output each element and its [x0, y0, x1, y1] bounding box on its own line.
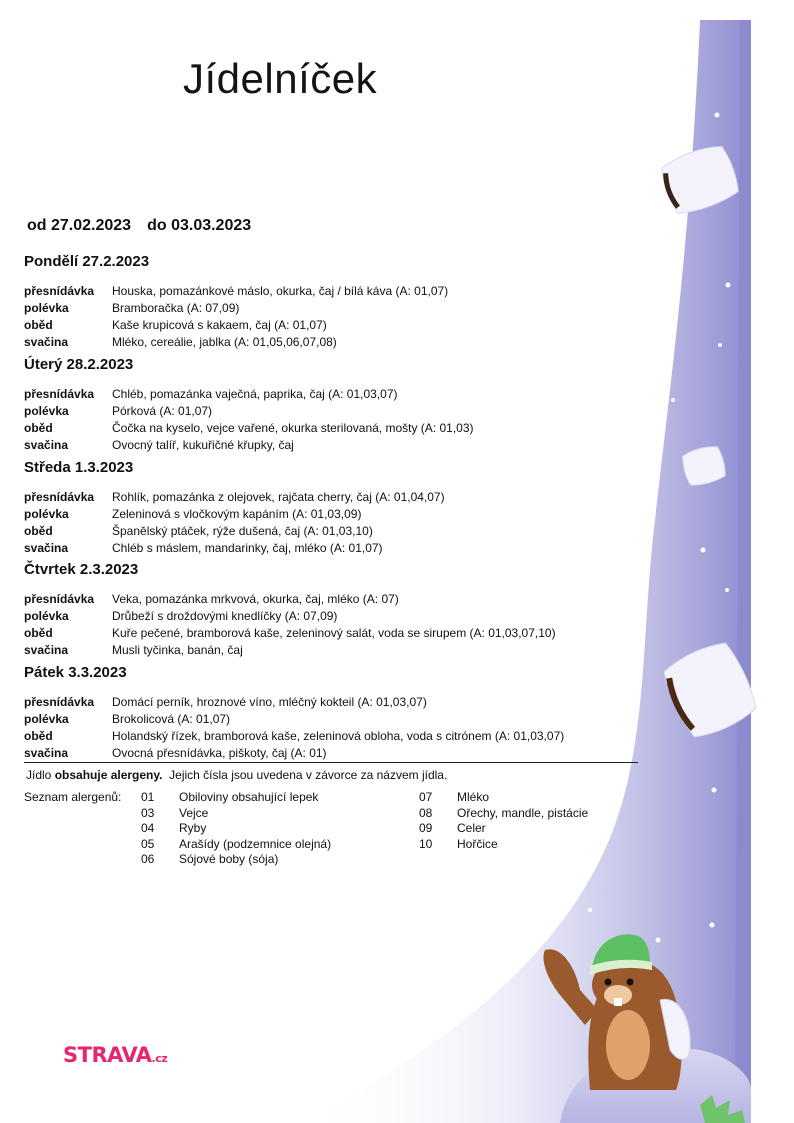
meal-row [24, 420, 474, 437]
allergen-number: 03 [141, 805, 155, 820]
day-section [24, 459, 445, 557]
allergen-name: Arašídy (podzemnice olejná) [179, 836, 332, 851]
meal-text: Mléko, cereálie, jablka (A: 01,05,06,07,08) [112, 335, 337, 349]
period-to: do 03.03.2023 [147, 217, 252, 234]
meal-text: Brokolicová (A: 01,07) [112, 712, 231, 726]
meal-row [24, 608, 556, 625]
allergen-number: 07 [419, 790, 433, 804]
menu-period [27, 217, 251, 235]
period-from: od 27.02.2023 [27, 217, 132, 234]
allergen-item [141, 790, 331, 806]
meal-row [24, 386, 474, 403]
meal-label: oběd [24, 318, 53, 332]
meal-text: Čočka na kyselo, vejce vařené, okurka sterilovaná, mošty (A: 01,03) [112, 421, 474, 435]
meal-text: Houska, pomazánkové máslo, okurka, čaj / bílá káva (A: 01,07) [112, 284, 449, 298]
day-section [24, 356, 474, 454]
meal-row [24, 300, 448, 317]
allergen-list-right [419, 790, 588, 852]
allergen-number: 05 [141, 836, 155, 851]
meal-row [24, 694, 564, 711]
meal-row [24, 489, 445, 506]
meal-label: přesnídávka [24, 490, 95, 504]
meal-text: Chléb, pomazánka vaječná, paprika, čaj (A: 01,03,07) [112, 387, 398, 401]
allergen-item [141, 852, 331, 868]
day-title: Středa 1.3.2023 [24, 459, 134, 476]
meal-text: Kaše krupicová s kakaem, čaj (A: 01,07) [112, 318, 327, 332]
divider [24, 762, 638, 763]
allergen-number: 04 [141, 821, 155, 835]
meal-row [24, 711, 564, 728]
meal-label: svačina [24, 541, 69, 555]
day-section [24, 664, 564, 762]
meal-row [24, 437, 474, 454]
meal-row [24, 625, 556, 642]
meal-row [24, 403, 474, 420]
meal-text: Rohlík, pomazánka z olejovek, rajčata cherry, čaj (A: 01,04,07) [112, 490, 445, 504]
meal-text: Musli tyčinka, banán, čaj [112, 643, 243, 657]
allergen-name: Ořechy, mandle, pistácie [457, 805, 589, 820]
allergen-note-prefix: Jídlo [26, 768, 55, 782]
meal-text: Drůbeží s droždovými knedlíčky (A: 07,09) [112, 609, 338, 623]
meal-text: Pórková (A: 01,07) [112, 404, 213, 418]
meal-label: polévka [24, 301, 69, 315]
allergen-item [141, 837, 331, 853]
allergen-note-rest: Jejich čísla jsou uvedena v závorce za názvem jídla. [162, 768, 448, 782]
day-section [24, 561, 556, 659]
allergen-name: Mléko [457, 790, 490, 804]
allergen-number: 01 [141, 790, 155, 804]
meal-label: oběd [24, 626, 53, 640]
logo-main: STRAVA [63, 1043, 152, 1067]
meal-label: přesnídávka [24, 387, 95, 401]
meal-row [24, 506, 445, 523]
meal-label: polévka [24, 507, 69, 521]
meal-text: Zeleninová s vločkovým kapáním (A: 01,03,09) [112, 507, 362, 521]
day-title: Úterý 28.2.2023 [24, 356, 134, 373]
meal-text: Španělský ptáček, rýže dušená, čaj (A: 01,03,10) [112, 524, 373, 538]
meal-row [24, 642, 556, 659]
meal-label: oběd [24, 421, 53, 435]
meal-label: svačina [24, 335, 69, 349]
meal-text: Kuře pečené, bramborová kaše, zeleninový salát, voda se sirupem (A: 01,03,07,10) [112, 626, 556, 640]
allergen-number: 09 [419, 821, 433, 835]
allergen-number: 08 [419, 805, 433, 820]
allergen-name: Sójové boby (sója) [179, 852, 279, 866]
allergen-name: Celer [457, 821, 486, 835]
meal-label: svačina [24, 438, 69, 452]
meal-row [24, 334, 448, 351]
meal-label: svačina [24, 643, 69, 657]
allergen-item [419, 821, 588, 837]
meal-row [24, 745, 564, 762]
allergen-list-left [141, 790, 331, 868]
meal-text: Bramboračka (A: 07,09) [112, 301, 240, 315]
meal-label: přesnídávka [24, 592, 95, 606]
meal-row [24, 523, 445, 540]
page-title: Jídelníček [183, 55, 378, 102]
meal-label: svačina [24, 746, 69, 760]
day-title: Čtvrtek 2.3.2023 [24, 561, 139, 578]
meal-row [24, 317, 448, 334]
allergen-note-bold: obsahuje alergeny. [54, 768, 163, 782]
day-section [24, 253, 448, 351]
allergen-name: Vejce [179, 805, 209, 820]
meal-row [24, 728, 564, 745]
meal-label: oběd [24, 729, 53, 743]
allergen-number: 06 [141, 852, 155, 866]
allergen-list-label: Seznam alergenů: [24, 790, 122, 804]
meal-label: polévka [24, 712, 69, 726]
meal-label: přesnídávka [24, 695, 95, 709]
allergen-name: Hořčice [457, 836, 498, 851]
allergen-item [419, 837, 588, 853]
day-title: Pondělí 27.2.2023 [24, 253, 150, 270]
strava-logo[interactable] [63, 1043, 167, 1067]
meal-text: Veka, pomazánka mrkvová, okurka, čaj, mléko (A: 07) [112, 592, 399, 606]
allergen-item [419, 790, 588, 806]
allergen-note [26, 768, 447, 782]
allergen-item [141, 806, 331, 822]
allergen-item [141, 821, 331, 837]
day-title: Pátek 3.3.2023 [24, 664, 127, 681]
meal-row [24, 283, 448, 300]
meal-text: Chléb s máslem, mandarinky, čaj, mléko (A: 01,07) [112, 541, 383, 555]
allergen-item [419, 806, 588, 822]
allergen-name: Obiloviny obsahující lepek [179, 790, 319, 804]
meal-text: Ovocný talíř, kukuřičné křupky, čaj [112, 438, 294, 452]
allergen-number: 10 [419, 836, 433, 851]
meal-row [24, 591, 556, 608]
meal-row [24, 540, 445, 557]
logo-suffix: .cz [151, 1052, 168, 1065]
meal-text: Ovocná přesnídávka, piškoty, čaj (A: 01) [112, 746, 327, 760]
meal-label: polévka [24, 404, 69, 418]
meal-label: oběd [24, 524, 53, 538]
meal-text: Holandský řízek, bramborová kaše, zeleninová obloha, voda s citrónem (A: 01,03,07) [112, 729, 565, 743]
meal-label: přesnídávka [24, 284, 95, 298]
meal-label: polévka [24, 609, 69, 623]
meal-text: Domácí perník, hroznové víno, mléčný kokteil (A: 01,03,07) [112, 695, 427, 709]
allergen-name: Ryby [179, 821, 207, 835]
